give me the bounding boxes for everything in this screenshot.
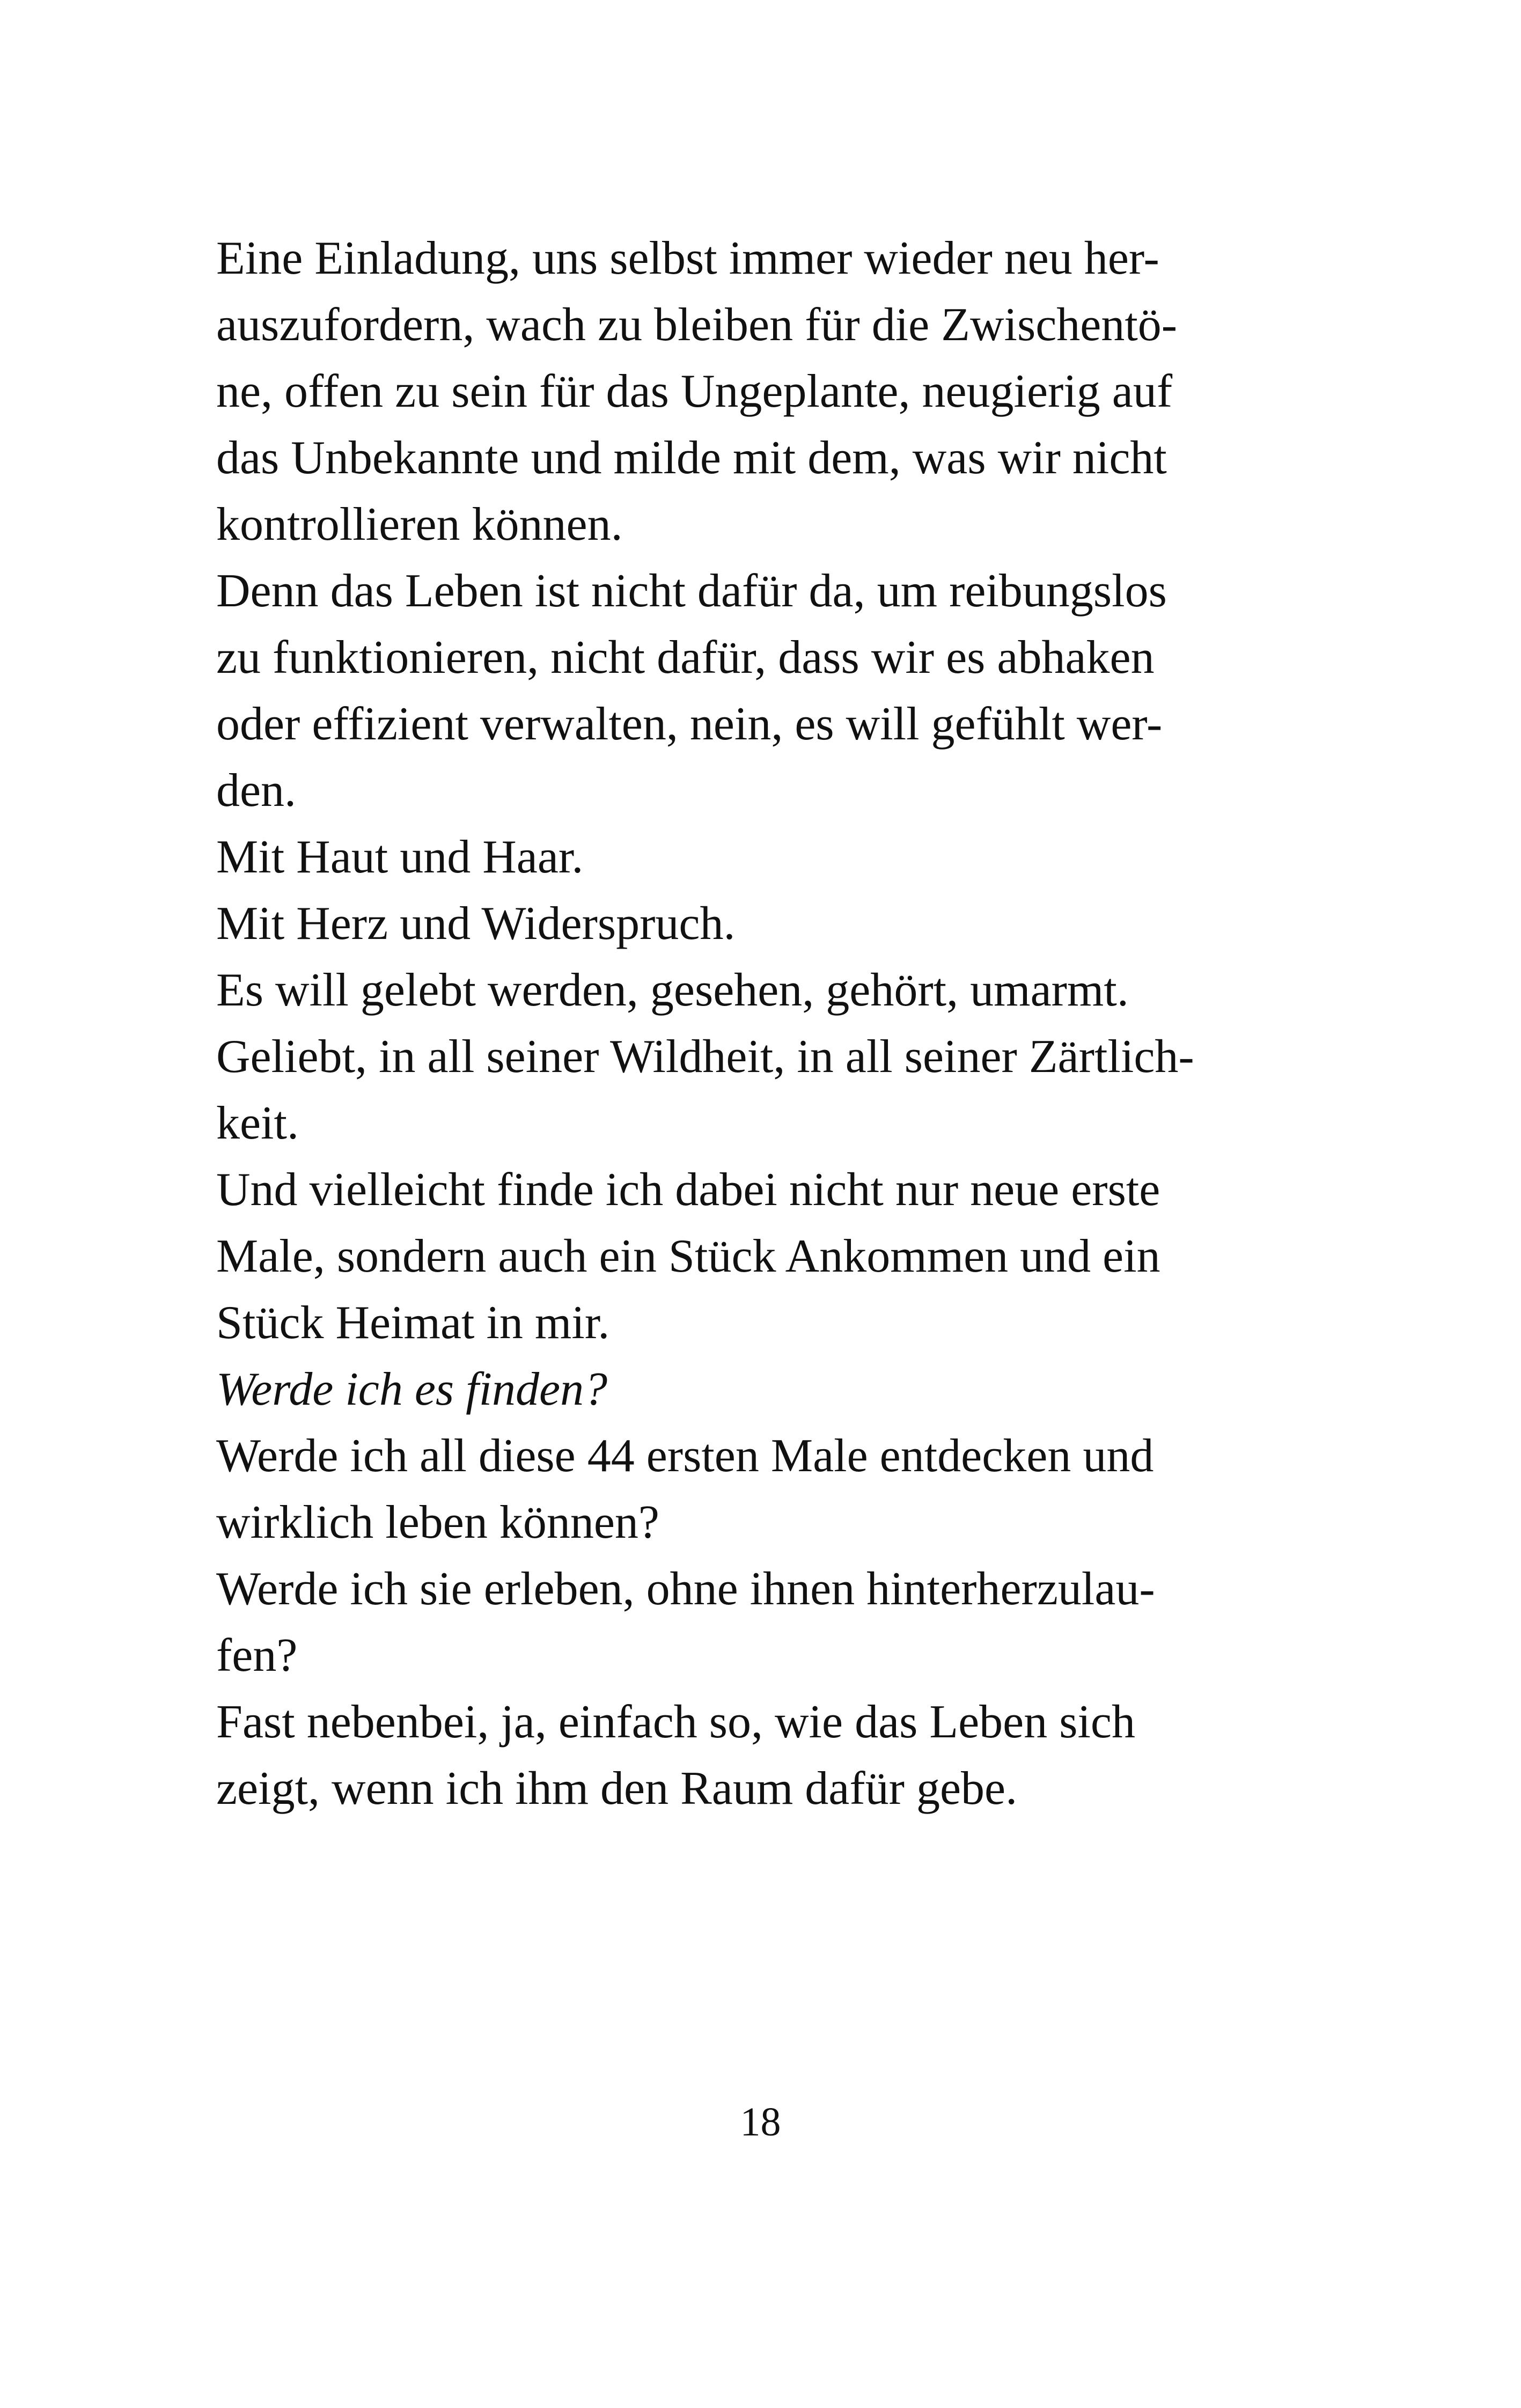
text-line: Werde ich all diese 44 ersten Male entdecken und xyxy=(216,1430,1154,1482)
text-line: keit. xyxy=(216,1097,299,1149)
text-line: Denn das Leben ist nicht dafür da, um reibungslos xyxy=(216,565,1167,617)
page-number: 18 xyxy=(740,2099,781,2145)
text-line: Stück Heimat in mir. xyxy=(216,1297,610,1349)
text-line: Male, sondern auch ein Stück Ankommen und ein xyxy=(216,1230,1160,1282)
text-line: Eine Einladung, uns selbst immer wieder neu her- xyxy=(216,232,1159,284)
body-text xyxy=(216,225,1321,1822)
text-line: ne, offen zu sein für das Ungeplante, neugierig auf xyxy=(216,365,1173,417)
italic-question-line: Werde ich es finden? xyxy=(216,1363,608,1415)
text-line: das Unbekannte und milde mit dem, was wir nicht xyxy=(216,432,1167,484)
text-line: Geliebt, in all seiner Wildheit, in all seiner Zärtlich- xyxy=(216,1031,1194,1083)
text-line: Fast nebenbei, ja, einfach so, wie das Leben sich xyxy=(216,1696,1135,1748)
text-line: Werde ich sie erleben, ohne ihnen hinterherzulau- xyxy=(216,1563,1155,1615)
text-line: wirklich leben können? xyxy=(216,1496,659,1548)
text-line: den. xyxy=(216,765,297,817)
text-line: Und vielleicht finde ich dabei nicht nur neue erste xyxy=(216,1164,1160,1216)
text-line: kontrollieren können. xyxy=(216,498,623,550)
text-line: fen? xyxy=(216,1629,298,1682)
text-line: auszufordern, wach zu bleiben für die Zwischentö- xyxy=(216,299,1178,351)
text-line: Es will gelebt werden, gesehen, gehört, umarmt. xyxy=(216,964,1129,1016)
text-line: Mit Herz und Widerspruch. xyxy=(216,898,736,950)
text-line: zeigt, wenn ich ihm den Raum dafür gebe. xyxy=(216,1763,1018,1815)
text-line: Mit Haut und Haar. xyxy=(216,831,584,883)
text-line: oder effizient verwalten, nein, es will gefühlt wer- xyxy=(216,698,1163,750)
text-line: zu funktionieren, nicht dafür, dass wir es abhaken xyxy=(216,632,1155,684)
